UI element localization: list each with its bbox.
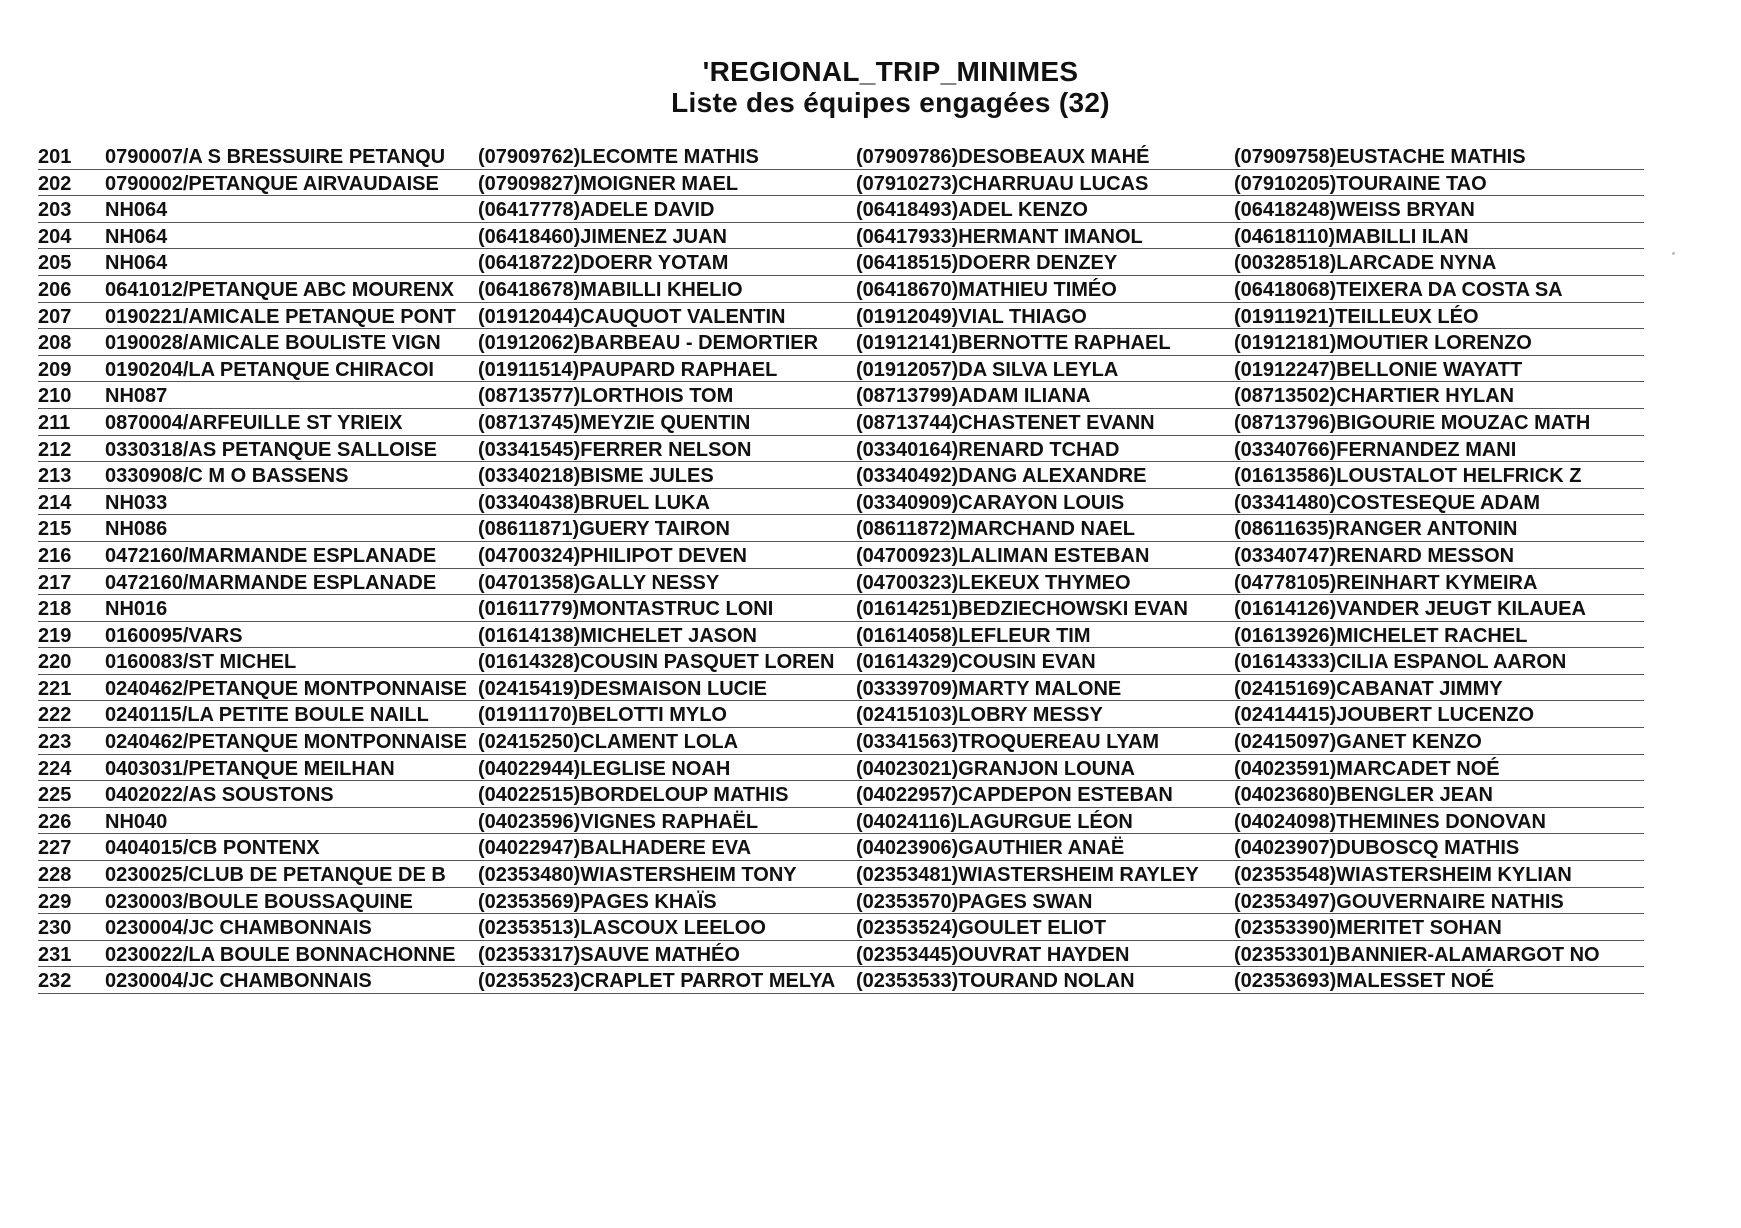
player-3: (00328518)LARCADE NYNA	[1234, 252, 1497, 275]
team-number: 216	[38, 544, 72, 567]
club-name: 0641012/PETANQUE ABC MOURENX	[105, 278, 454, 301]
table-row	[38, 968, 1644, 995]
player-1: (03340218)BISME JULES	[478, 465, 714, 488]
club-name: 0160095/VARS	[105, 624, 243, 647]
player-3: (02353390)MERITET SOHAN	[1234, 917, 1502, 940]
player-2: (01912057)DA SILVA LEYLA	[856, 358, 1119, 381]
table-row	[38, 596, 1644, 623]
player-1: (07909762)LECOMTE MATHIS	[478, 146, 759, 168]
table-row	[38, 304, 1644, 331]
document-subtitle: Liste des équipes engagées (32)	[671, 87, 1110, 118]
player-1: (03341545)FERRER NELSON	[478, 438, 752, 461]
club-name: 0403031/PETANQUE MEILHAN	[105, 757, 395, 780]
team-number: 227	[38, 837, 72, 860]
player-3: (02414415)JOUBERT LUCENZO	[1234, 704, 1535, 727]
player-1: (02415250)CLAMENT LOLA	[478, 731, 739, 754]
player-2: (01614058)LEFLEUR TIM	[856, 624, 1091, 647]
club-name: NH087	[105, 385, 168, 408]
table-row	[38, 197, 1644, 224]
player-2: (02353533)TOURAND NOLAN	[856, 970, 1135, 993]
team-number: 222	[38, 704, 72, 727]
club-name: 0870004/ARFEUILLE ST YRIEIX	[105, 411, 403, 434]
player-2: (03341563)TROQUEREAU LYAM	[856, 731, 1160, 754]
team-number: 202	[38, 172, 72, 195]
player-3: (01613926)MICHELET RACHEL	[1234, 624, 1528, 647]
table-row	[38, 702, 1644, 729]
player-3: (02415169)CABANAT JIMMY	[1234, 677, 1503, 700]
player-3: (04778105)REINHART KYMEIRA	[1234, 571, 1538, 594]
club-name: 0240462/PETANQUE MONTPONNAISE	[105, 731, 467, 754]
player-1: (01912044)CAUQUOT VALENTIN	[478, 305, 786, 328]
player-2: (02353524)GOULET ELIOT	[856, 917, 1107, 940]
table-row	[38, 383, 1644, 410]
player-3: (01614333)CILIA ESPANOL AARON	[1234, 651, 1567, 674]
table-row	[38, 410, 1644, 437]
club-name: NH064	[105, 199, 168, 222]
player-1: (01911170)BELOTTI MYLO	[478, 704, 727, 727]
team-number: 225	[38, 784, 72, 807]
club-name: 0404015/CB PONTENX	[105, 837, 320, 860]
player-3: (01911921)TEILLEUX LÉO	[1234, 305, 1479, 328]
player-3: (07910205)TOURAINE TAO	[1234, 172, 1487, 195]
document-title: 'REGIONAL_TRIP_MINIMES	[702, 56, 1079, 87]
player-3: (04023907)DUBOSCQ MATHIS	[1234, 837, 1520, 860]
team-number: 230	[38, 917, 72, 940]
table-row	[38, 649, 1644, 676]
club-name: 0790002/PETANQUE AIRVAUDAISE	[105, 172, 439, 195]
scan-speck	[1672, 252, 1675, 255]
table-row	[38, 915, 1644, 942]
table-row	[38, 809, 1644, 836]
player-1: (02353523)CRAPLET PARROT MELYA	[478, 970, 836, 993]
player-3: (04618110)MABILLI ILAN	[1234, 225, 1469, 248]
player-2: (03340164)RENARD TCHAD	[856, 438, 1120, 461]
club-name: NH064	[105, 225, 168, 248]
team-number: 215	[38, 518, 72, 541]
team-number: 205	[38, 252, 72, 275]
team-number: 210	[38, 385, 72, 408]
player-3: (01912181)MOUTIER LORENZO	[1234, 332, 1532, 355]
table-row	[38, 516, 1644, 543]
player-2: (03339709)MARTY MALONE	[856, 677, 1122, 700]
player-1: (03340438)BRUEL LUKA	[478, 491, 710, 514]
team-number: 228	[38, 864, 72, 887]
club-name: 0230003/BOULE BOUSSAQUINE	[105, 890, 413, 913]
player-1: (04022947)BALHADERE EVA	[478, 837, 752, 860]
table-row	[38, 490, 1644, 517]
player-2: (02415103)LOBRY MESSY	[856, 704, 1103, 727]
table-row	[38, 570, 1644, 597]
table-row	[38, 729, 1644, 756]
team-number: 232	[38, 970, 72, 993]
player-1: (01912062)BARBEAU - DEMORTIER	[478, 332, 819, 355]
player-2: (06417933)HERMANT IMANOL	[856, 225, 1143, 248]
player-2: (02353570)PAGES SWAN	[856, 890, 1093, 913]
table-row	[38, 782, 1644, 809]
team-number: 208	[38, 332, 72, 355]
player-3: (01912247)BELLONIE WAYATT	[1234, 358, 1523, 381]
table-row	[38, 623, 1644, 650]
table-row	[38, 437, 1644, 464]
table-row	[38, 942, 1644, 969]
player-1: (01614138)MICHELET JASON	[478, 624, 757, 647]
table-row	[38, 224, 1644, 251]
player-1: (04022944)LEGLISE NOAH	[478, 757, 731, 780]
team-number: 201	[38, 146, 72, 168]
player-1: (02415419)DESMAISON LUCIE	[478, 677, 767, 700]
player-2: (03340909)CARAYON LOUIS	[856, 491, 1125, 514]
club-name: 0160083/ST MICHEL	[105, 651, 297, 674]
player-2: (03340492)DANG ALEXANDRE	[856, 465, 1147, 488]
club-name: 0330318/AS PETANQUE SALLOISE	[105, 438, 437, 461]
table-row	[38, 144, 1644, 171]
player-1: (01611779)MONTASTRUC LONI	[478, 598, 774, 621]
team-number: 223	[38, 731, 72, 754]
player-2: (01614329)COUSIN EVAN	[856, 651, 1096, 674]
table-row	[38, 171, 1644, 198]
player-1: (04022515)BORDELOUP MATHIS	[478, 784, 789, 807]
table-row	[38, 330, 1644, 357]
player-2: (02353445)OUVRAT HAYDEN	[856, 943, 1130, 966]
table-row	[38, 676, 1644, 703]
player-2: (01912049)VIAL THIAGO	[856, 305, 1087, 328]
player-3: (02353693)MALESSET NOÉ	[1234, 970, 1495, 993]
player-1: (04023596)VIGNES RAPHAËL	[478, 810, 759, 833]
player-2: (01912141)BERNOTTE RAPHAEL	[856, 332, 1171, 355]
team-number: 213	[38, 465, 72, 488]
player-1: (08611871)GUERY TAIRON	[478, 518, 730, 541]
club-name: 0402022/AS SOUSTONS	[105, 784, 334, 807]
team-number: 218	[38, 598, 72, 621]
player-1: (07909827)MOIGNER MAEL	[478, 172, 739, 195]
player-2: (04024116)LAGURGUE LÉON	[856, 810, 1133, 833]
club-name: 0472160/MARMANDE ESPLANADE	[105, 544, 437, 567]
table-row	[38, 463, 1644, 490]
player-1: (04701358)GALLY NESSY	[478, 571, 720, 594]
player-2: (04023021)GRANJON LOUNA	[856, 757, 1135, 780]
player-1: (06418678)MABILLI KHELIO	[478, 278, 743, 301]
player-3: (02353548)WIASTERSHEIM KYLIAN	[1234, 864, 1572, 887]
club-name: 0240115/LA PETITE BOULE NAILL	[105, 704, 429, 727]
player-1: (02353569)PAGES KHAÏS	[478, 890, 717, 913]
player-3: (02415097)GANET KENZO	[1234, 731, 1482, 754]
club-name: 0790007/A S BRESSUIRE PETANQU	[105, 146, 446, 168]
player-2: (04022957)CAPDEPON ESTEBAN	[856, 784, 1173, 807]
player-1: (08713745)MEYZIE QUENTIN	[478, 411, 751, 434]
team-number: 204	[38, 225, 72, 248]
club-name: 0230004/JC CHAMBONNAIS	[105, 970, 372, 993]
team-number: 203	[38, 199, 72, 222]
player-1: (08713577)LORTHOIS TOM	[478, 385, 734, 408]
player-2: (07909786)DESOBEAUX MAHÉ	[856, 146, 1150, 168]
player-2: (07910273)CHARRUAU LUCAS	[856, 172, 1149, 195]
club-name: 0190221/AMICALE PETANQUE PONT	[105, 305, 456, 328]
table-row	[38, 889, 1644, 916]
table-row	[38, 862, 1644, 889]
player-3: (06418068)TEIXERA DA COSTA SA	[1234, 278, 1563, 301]
player-2: (04700323)LEKEUX THYMEO	[856, 571, 1131, 594]
player-3: (03340747)RENARD MESSON	[1234, 544, 1515, 567]
team-number: 219	[38, 624, 72, 647]
club-name: 0230025/CLUB DE PETANQUE DE B	[105, 864, 446, 887]
club-name: NH016	[105, 598, 168, 621]
player-2: (08611872)MARCHAND NAEL	[856, 518, 1135, 541]
player-3: (02353497)GOUVERNAIRE NATHIS	[1234, 890, 1564, 913]
player-2: (06418670)MATHIEU TIMÉO	[856, 278, 1117, 301]
player-2: (04700923)LALIMAN ESTEBAN	[856, 544, 1150, 567]
table-row	[38, 543, 1644, 570]
player-2: (06418515)DOERR DENZEY	[856, 252, 1118, 275]
team-number: 229	[38, 890, 72, 913]
team-number: 211	[38, 411, 71, 434]
club-name: NH033	[105, 491, 168, 514]
player-1: (02353480)WIASTERSHEIM TONY	[478, 864, 797, 887]
player-1: (02353317)SAUVE MATHÉO	[478, 943, 740, 966]
team-number: 217	[38, 571, 72, 594]
player-1: (01614328)COUSIN PASQUET LOREN	[478, 651, 835, 674]
team-number: 226	[38, 810, 72, 833]
club-name: 0190204/LA PETANQUE CHIRACOI	[105, 358, 434, 381]
player-3: (06418248)WEISS BRYAN	[1234, 199, 1475, 222]
team-number: 212	[38, 438, 72, 461]
player-2: (08713744)CHASTENET EVANN	[856, 411, 1155, 434]
table-row	[38, 250, 1644, 277]
player-1: (06417778)ADELE DAVID	[478, 199, 715, 222]
player-1: (06418722)DOERR YOTAM	[478, 252, 729, 275]
player-3: (02353301)BANNIER-ALAMARGOT NO	[1234, 943, 1600, 966]
team-number: 231	[38, 943, 72, 966]
table-row	[38, 756, 1644, 783]
player-3: (01613586)LOUSTALOT HELFRICK Z	[1234, 465, 1582, 488]
club-name: 0330908/C M O BASSENS	[105, 465, 349, 488]
team-number: 224	[38, 757, 72, 780]
club-name: 0230022/LA BOULE BONNACHONNE	[105, 943, 456, 966]
player-3: (04023680)BENGLER JEAN	[1234, 784, 1493, 807]
player-1: (06418460)JIMENEZ JUAN	[478, 225, 727, 248]
teams-table	[38, 144, 1644, 995]
player-3: (08713796)BIGOURIE MOUZAC MATH	[1234, 411, 1591, 434]
player-2: (06418493)ADEL KENZO	[856, 199, 1088, 222]
club-name: NH064	[105, 252, 168, 275]
player-2: (08713799)ADAM ILIANA	[856, 385, 1091, 408]
player-2: (01614251)BEDZIECHOWSKI EVAN	[856, 598, 1188, 621]
player-2: (02353481)WIASTERSHEIM RAYLEY	[856, 864, 1199, 887]
player-3: (04024098)THEMINES DONOVAN	[1234, 810, 1546, 833]
club-name: 0190028/AMICALE BOULISTE VIGN	[105, 332, 441, 355]
player-3: (01614126)VANDER JEUGT KILAUEA	[1234, 598, 1586, 621]
club-name: NH040	[105, 810, 168, 833]
team-number: 214	[38, 491, 72, 514]
club-name: NH086	[105, 518, 168, 541]
player-1: (01911514)PAUPARD RAPHAEL	[478, 358, 778, 381]
player-3: (07909758)EUSTACHE MATHIS	[1234, 146, 1526, 168]
player-1: (04700324)PHILIPOT DEVEN	[478, 544, 747, 567]
player-1: (02353513)LASCOUX LEELOO	[478, 917, 766, 940]
player-3: (04023591)MARCADET NOÉ	[1234, 757, 1500, 780]
club-name: 0472160/MARMANDE ESPLANADE	[105, 571, 437, 594]
player-2: (04023906)GAUTHIER ANAË	[856, 837, 1125, 860]
table-row	[38, 357, 1644, 384]
team-number: 220	[38, 651, 72, 674]
team-number: 209	[38, 358, 72, 381]
club-name: 0230004/JC CHAMBONNAIS	[105, 917, 372, 940]
player-3: (08611635)RANGER ANTONIN	[1234, 518, 1518, 541]
player-3: (03341480)COSTESEQUE ADAM	[1234, 491, 1541, 514]
team-number: 221	[38, 677, 72, 700]
team-number: 207	[38, 305, 72, 328]
table-row	[38, 277, 1644, 304]
club-name: 0240462/PETANQUE MONTPONNAISE	[105, 677, 467, 700]
team-number: 206	[38, 278, 72, 301]
table-row	[38, 835, 1644, 862]
player-3: (03340766)FERNANDEZ MANI	[1234, 438, 1517, 461]
player-3: (08713502)CHARTIER HYLAN	[1234, 385, 1515, 408]
